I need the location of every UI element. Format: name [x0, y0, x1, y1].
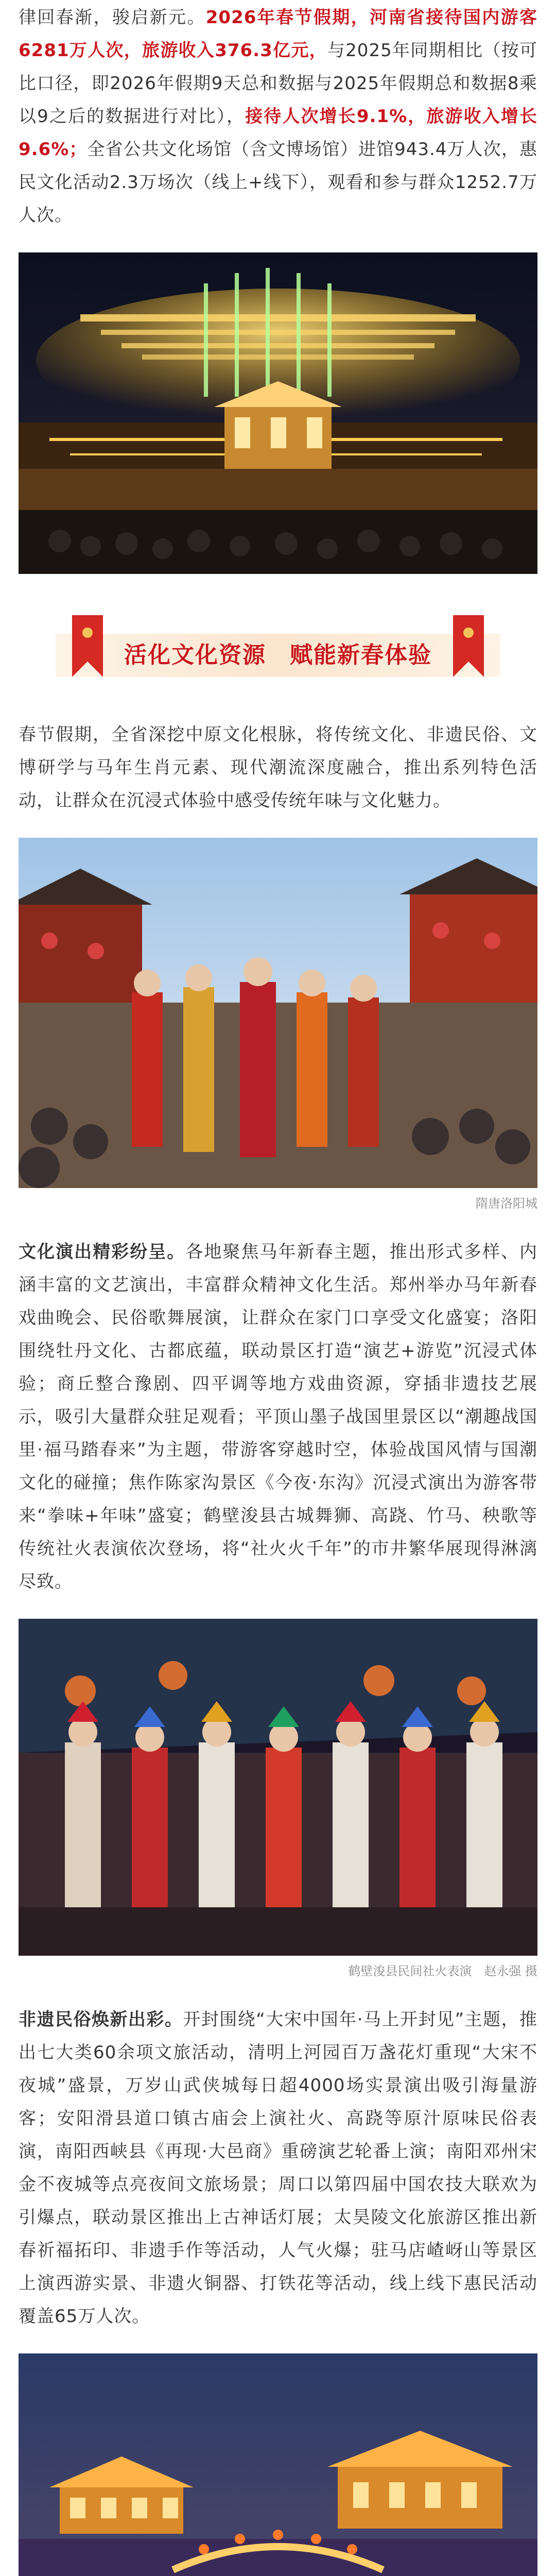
section2-text: 各地聚焦马年新春主题，推出形式多样、内涵丰富的文艺演出，丰富群众精神文化生活。郑州举办马年新春戏曲晚会、民俗歌舞展演，让群众在家门口享受文化盛宴；洛阳围绕牡丹文化、古都底蕴，联动景区打造“演艺+游览”沉浸式体验；商丘整合豫剧、四平调等地方戏曲资源，穿插非遗技艺展示，吸引大量群众驻足观看；平顶山墨子战国里景区以“潮趣战国里·福马踏春来”为主题，带游客穿越时空，体验战国风情与国潮文化的碰撞；焦作陈家沟景区《今夜·东沟》沉浸式演出为游客带来“拳味+年味”盛宴；鹤壁浚县古城舞狮、高跷、竹马、秧歌等传统社火表演依次登场，将“社火火千年”的市井繁华展现得淋漓尽致。 — [19, 1242, 538, 1592]
intro-paragraph — [0, 0, 556, 232]
photo-qingming-shanghe-park — [19, 2353, 537, 2576]
night-scene-illustration — [19, 252, 537, 574]
qingming-park-night-illustration — [19, 2353, 537, 2576]
intro-text-1: 律回春渐，骏启新元。 — [19, 7, 206, 28]
section2-paragraph — [0, 1235, 556, 1598]
section3-paragraph — [0, 2003, 556, 2333]
intro-highlight-growth: 接待人次增长9.1%，旅游收入增长9.6%； — [19, 106, 537, 160]
photo-night-light-show — [19, 252, 537, 574]
section1-paragraph — [0, 718, 556, 817]
intro-highlight-visitors: 2026年春节假期，河南省接待国内游客6281万人次，旅游收入376.3亿元， — [19, 7, 537, 61]
luoyang-performance-illustration — [19, 838, 537, 1188]
intro-text-comparison: 与2025年同期相比（按可比口径，即2026年假期9天总和数据与2025年假期总和数据8乘以9之后的数据进行对比）， — [19, 40, 537, 127]
section3-lead: 非遗民俗焕新出彩。 — [19, 2009, 183, 2030]
section3-text: 开封围绕“大宋中国年·马上开封见”主题，推出七大类60余项文旅活动，清明上河园百万盏花灯重现“大宋不夜城”盛景，万岁山武侠城每日超4000场实景演出吸引海量游客；安阳滑县道口镇古庙会上演社火、高跷等原汁原味民俗表演，南阳西峡县《再现·大邑商》重磅演艺轮番上演；南阳邓州宋金不夜城等点亮夜间文旅场景；周口以第四届中国农技大联欢为引爆点，联动景区推出上古神话灯展；太昊陵文化旅游区推出新春祈福拓印、非遗手作等活动，人气火爆；驻马店嵖岈山等景区上演西游实景、非遗火铜器、打铁花等活动，线上线下惠民活动覆盖65万人次。 — [19, 2009, 538, 2327]
photo-caption-xunxian: 鹤壁浚县民间社火表演 赵永强 摄 — [348, 1964, 537, 1978]
intro-text-venues: 全省公共文化场馆（含文博场馆）进馆943.4万人次，惠民文化活动2.3万场次（线上+线下），观看和参与群众1252.7万人次。 — [19, 139, 537, 226]
section-banner — [0, 595, 556, 703]
photo-caption-luoyang: 隋唐洛阳城 — [476, 1196, 537, 1211]
section1-text: 春节假期，全省深挖中原文化根脉，将传统文化、非遗民俗、文博研学与马年生肖元素、现代潮流深度融合，推出系列特色活动，让群众在沉浸式体验中感受传统年味与文化魅力。 — [19, 724, 537, 811]
photo-suitang-luoyang — [19, 838, 537, 1188]
section2-lead: 文化演出精彩纷呈。 — [19, 1242, 186, 1262]
banner-title: 活化文化资源 赋能新春体验 — [124, 642, 432, 668]
xunxian-night-performance-illustration — [19, 1619, 537, 1956]
photo-hebi-xunxian-shehuo — [19, 1619, 537, 1956]
